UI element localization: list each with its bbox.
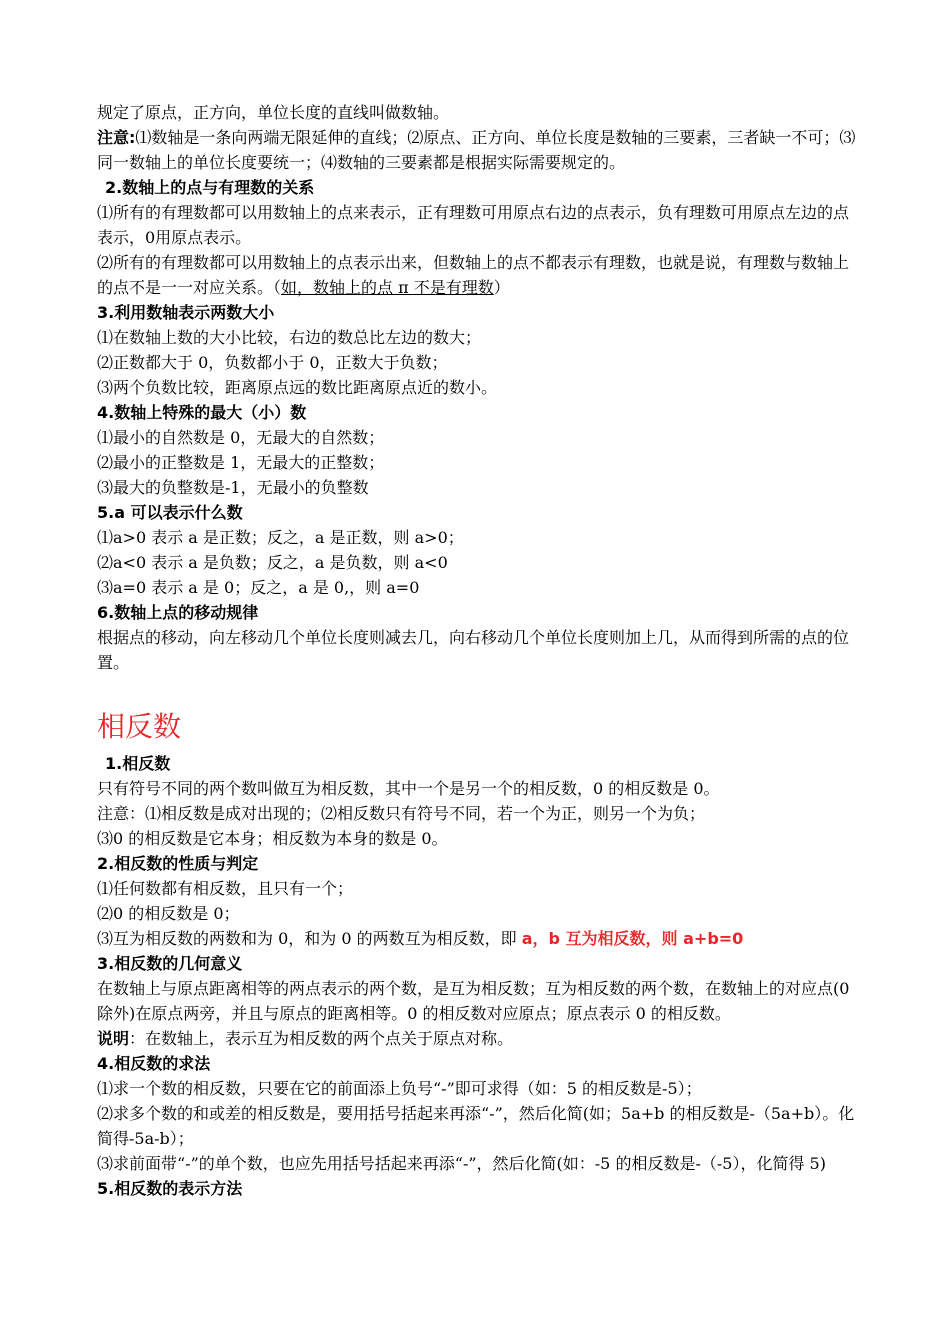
heading-special-numbers: 4.数轴上特殊的最大（小）数: [97, 403, 307, 422]
list-item: 只有符号不同的两个数叫做互为相反数，其中一个是另一个的相反数，0 的相反数是 0。: [97, 779, 720, 798]
sum-zero-highlight: a，b 互为相反数，则 a+b=0: [521, 929, 744, 948]
heading-properties: 2.相反数的性质与判定: [97, 854, 259, 873]
list-item: ⑴求一个数的相反数，只要在它的前面添上负号“-”即可求得（如：5 的相反数是-5）；: [97, 1079, 702, 1098]
note-label: 注意:: [97, 128, 136, 147]
heading-points-and-rationals: 2.数轴上的点与有理数的关系: [105, 178, 315, 197]
explanation-label: 说明: [97, 1029, 130, 1048]
list-item: ⑶a=0 表示 a 是 0；反之，a 是 0,，则 a=0: [97, 578, 420, 597]
paragraph-point-movement: 根据点的移动，向左移动几个单位长度则减去几，向右移动几个单位长度则加上几，从而得到所需的点的位置。: [97, 628, 850, 672]
list-item: ⑵0 的相反数是 0；: [97, 904, 240, 923]
list-item: 注意：⑴相反数是成对出现的；⑵相反数只有符号不同，若一个为正，则另一个为负；: [97, 804, 706, 823]
paragraph-rational-representation: ⑴所有的有理数都可以用数轴上的点来表示，正有理数可用原点右边的点表示，负有理数可用原点左边的点表示，0用原点表示。: [97, 203, 850, 247]
list-item: ⑴任何数都有相反数，且只有一个；: [97, 879, 354, 898]
list-item: ⑶求前面带“-”的单个数，也应先用括号括起来再添“-”，然后化简(如：-5 的相反数是-（-5），化简得 5): [97, 1154, 826, 1173]
list-item: ⑵a<0 表示 a 是负数；反之，a 是负数，则 a<0: [97, 553, 448, 572]
pi-example: 如，数轴上的点 π 不是有理数: [281, 278, 494, 297]
list-item: ⑶最大的负整数是-1，无最小的负整数: [97, 478, 369, 497]
paragraph-geometric-meaning: 在数轴上与原点距离相等的两点表示的两个数，是互为相反数；互为相反数的两个数，在数轴上的对应点(0 除外)在原点两旁，并且与原点的距离相等。0 的相反数对应原点；原点表示 0 的相反数。: [97, 979, 850, 1023]
explanation-text: ：在数轴上，表示互为相反数的两个点关于原点对称。: [129, 1029, 514, 1048]
heading-opposite-numbers: 1.相反数: [105, 754, 171, 773]
list-item: ⑶两个负数比较，距离原点远的数比距离原点近的数小。: [97, 378, 498, 397]
list-item: ⑵求多个数的和或差的相反数是，要用括号括起来再添“-”，然后化简(如；5a+b 的相反数是-（5a+b）。化简得-5a-b）；: [97, 1104, 855, 1148]
heading-representation: 5.相反数的表示方法: [97, 1179, 243, 1198]
heading-finding-opposites: 4.相反数的求法: [97, 1054, 211, 1073]
paragraph-not-one-to-one: [97, 250, 857, 300]
number-line-definition: 规定了原点，正方向，单位长度的直线叫做数轴。: [97, 103, 450, 122]
heading-point-movement: 6.数轴上点的移动规律: [97, 603, 259, 622]
list-item: ⑴在数轴上数的大小比较，右边的数总比左边的数大；: [97, 328, 482, 347]
heading-geometric-meaning: 3.相反数的几何意义: [97, 954, 243, 973]
list-item: ⑵正数都大于 0，负数都小于 0，正数大于负数；: [97, 353, 448, 372]
paragraph-not-one-to-one-text: ⑵所有的有理数都可以用数轴上的点表示出来，但数轴上的点不都表示有理数，也就是说，有理数与数轴上的点不是一一对应关系。（: [97, 253, 850, 297]
list-item: [97, 926, 857, 951]
document-page: [97, 100, 857, 1201]
list-item: ⑴a>0 表示 a 是正数；反之，a 是正数，则 a>0；: [97, 528, 464, 547]
sum-zero-text: ⑶互为相反数的两数和为 0，和为 0 的两数互为相反数，即: [97, 929, 522, 948]
list-item: ⑴最小的自然数是 0，无最大的自然数；: [97, 428, 385, 447]
list-item: ⑶0 的相反数是它本身；相反数为本身的数是 0。: [97, 829, 448, 848]
closing-paren: ）: [493, 278, 510, 297]
note-text: ⑴数轴是一条向两端无限延伸的直线；⑵原点、正方向、单位长度是数轴的三要素，三者缺一不可；⑶同一数轴上的单位长度要统一；⑷数轴的三要素都是根据实际需要规定的。: [97, 128, 856, 172]
heading-what-a-means: 5.a 可以表示什么数: [97, 503, 243, 522]
note-paragraph: [97, 125, 857, 175]
explanation-paragraph: [97, 1026, 857, 1051]
list-item: ⑵最小的正整数是 1，无最大的正整数；: [97, 453, 385, 472]
heading-compare-numbers: 3.利用数轴表示两数大小: [97, 303, 275, 322]
section-title-opposite-numbers: 相反数: [97, 710, 182, 743]
